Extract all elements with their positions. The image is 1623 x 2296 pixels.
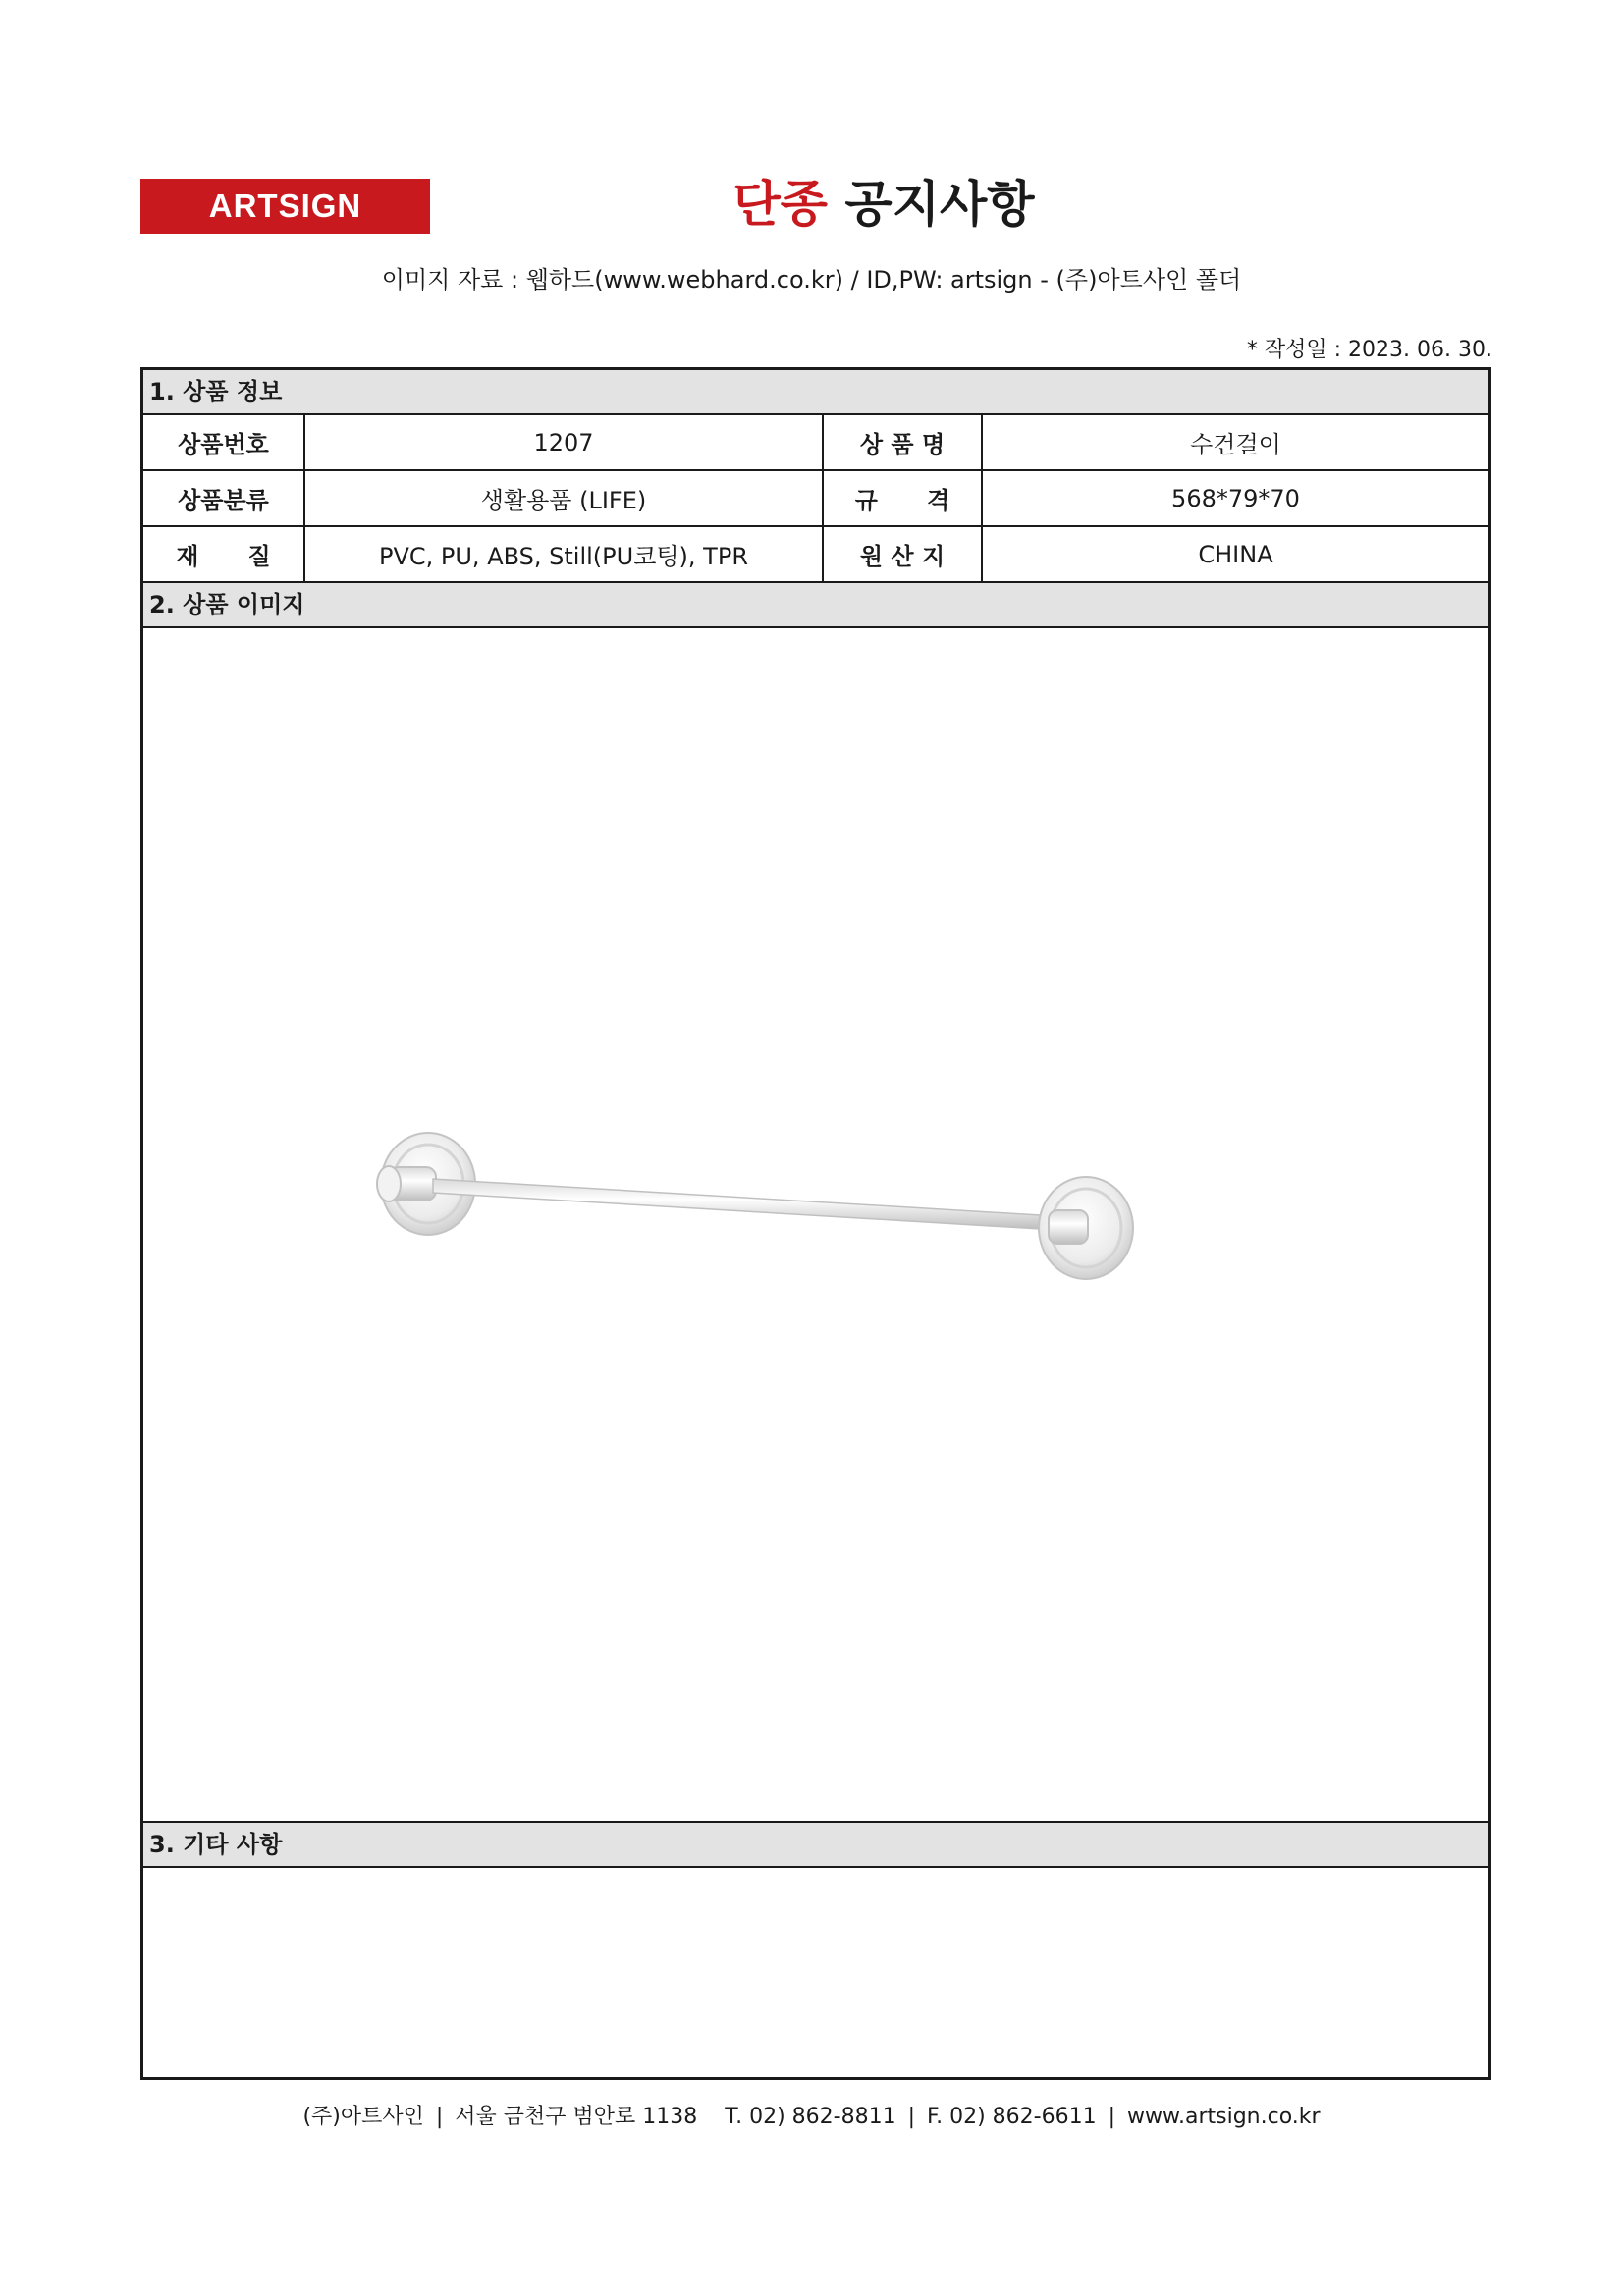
table-row xyxy=(143,526,1488,582)
title-rest: 공지사항 xyxy=(844,176,1035,233)
table-row xyxy=(143,470,1488,526)
image-source-note: 이미지 자료 : 웹하드(www.webhard.co.kr) / ID,PW: artsign - (주)아트사인 폴더 xyxy=(381,266,1242,294)
product-number-value: 1207 xyxy=(304,414,823,470)
product-name-label: 상 품 명 xyxy=(823,414,982,470)
product-info-table xyxy=(143,413,1488,583)
product-category-value: 생활용품 (LIFE) xyxy=(304,470,823,526)
footer-fax: F. 02) 862-6611 xyxy=(927,2105,1097,2129)
title-accent: 단종 xyxy=(732,176,828,233)
product-origin-label: 원 산 지 xyxy=(823,526,982,582)
artsign-logo: ARTSIGN xyxy=(140,179,430,234)
towel-bar-product-image xyxy=(143,629,1488,1821)
footer-address: 서울 금천구 범안로 1138 xyxy=(455,2105,698,2129)
product-material-value: PVC, PU, ABS, Still(PU코팅), TPR xyxy=(304,526,823,582)
section-product-image-heading: 2. 상품 이미지 xyxy=(143,583,1488,626)
written-date: * 작성일 : 2023. 06. 30. xyxy=(1246,338,1492,362)
notice-sheet xyxy=(140,367,1491,2080)
footer-web[interactable]: www.artsign.co.kr xyxy=(1127,2105,1321,2129)
footer-tel: T. 02) 862-8811 xyxy=(725,2105,896,2129)
product-size-label: 규 격 xyxy=(823,470,982,526)
product-number-label: 상품번호 xyxy=(143,414,304,470)
divider xyxy=(143,1866,1488,1868)
footer: (주)아트사인 | 서울 금천구 범안로 1138 T. 02) 862-8811 | F. 02) 862-6611 | www.artsign.co.kr xyxy=(302,2105,1321,2129)
page-title xyxy=(589,169,1178,240)
towel-bar xyxy=(433,1179,1056,1230)
section-product-info-heading: 1. 상품 정보 xyxy=(143,370,1488,413)
product-image-area xyxy=(143,629,1488,1821)
product-category-label: 상품분류 xyxy=(143,470,304,526)
product-origin-value: CHINA xyxy=(982,526,1488,582)
footer-company: (주)아트사인 xyxy=(302,2105,424,2129)
divider xyxy=(143,626,1488,628)
table-row xyxy=(143,414,1488,470)
product-size-value: 568*79*70 xyxy=(982,470,1488,526)
section-other-heading: 3. 기타 사항 xyxy=(143,1823,1488,1866)
product-material-label: 재 질 xyxy=(143,526,304,582)
right-mount xyxy=(1039,1177,1133,1279)
section-other-content xyxy=(151,1872,1477,2068)
product-name-value: 수건걸이 xyxy=(982,414,1488,470)
